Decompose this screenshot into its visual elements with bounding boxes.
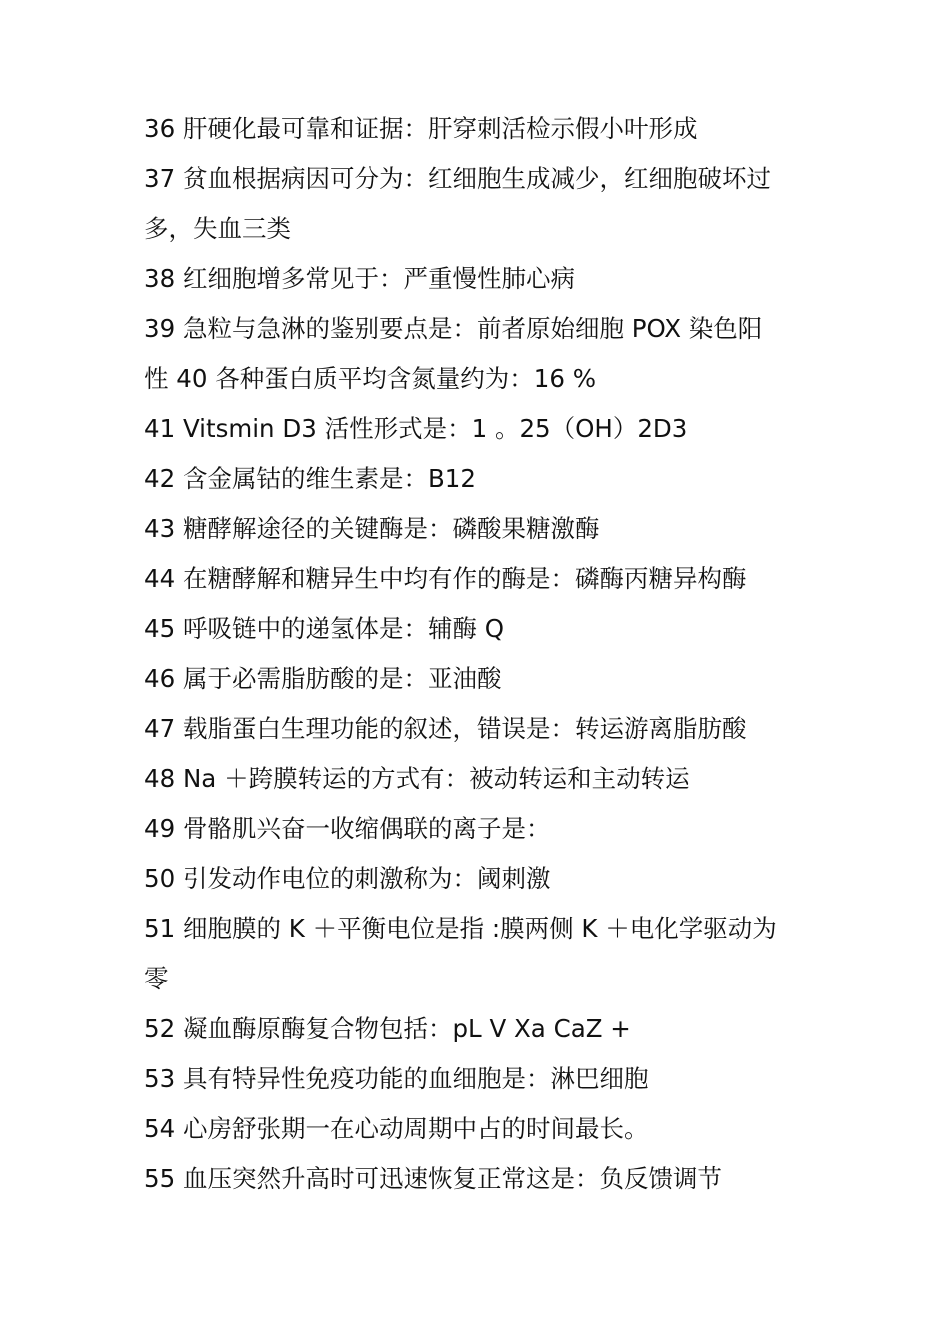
- text-line-51: 51 细胞膜的 K ＋平衡电位是指 :膜两侧 K ＋电化学驱动为: [144, 914, 777, 943]
- text-line-48: 48 Na ＋跨膜转运的方式有：被动转运和主动转运: [144, 764, 690, 793]
- text-line-47: 47 载脂蛋白生理功能的叙述，错误是：转运游离脂肪酸: [144, 714, 747, 743]
- text-line-41: 41 Vitsmin D3 活性形式是：1 。25（OH）2D3: [144, 414, 688, 443]
- text-line-50: 50 引发动作电位的刺激称为：阈刺激: [144, 864, 551, 893]
- text-line-38: 38 红细胞增多常见于：严重慢性肺心病: [144, 264, 575, 293]
- text-line-54: 54 心房舒张期一在心动周期中占的时间最长。: [144, 1114, 649, 1143]
- text-line-45: 45 呼吸链中的递氢体是：辅酶 Q: [144, 614, 505, 643]
- text-line-39-40: 性 40 各种蛋白质平均含氮量约为：16 %: [144, 364, 596, 393]
- text-line-52: 52 凝血酶原酶复合物包括：pL V Xa CaZ +: [144, 1014, 631, 1043]
- text-line-37: 37 贫血根据病因可分为：红细胞生成减少，红细胞破坏过: [144, 164, 771, 193]
- text-line-36: 36 肝硬化最可靠和证据：肝穿刺活检示假小叶形成: [144, 114, 698, 143]
- text-line-37-cont: 多，失血三类: [144, 214, 291, 243]
- text-line-53: 53 具有特异性免疫功能的血细胞是：淋巴细胞: [144, 1064, 649, 1093]
- text-line-55: 55 血压突然升高时可迅速恢复正常这是：负反馈调节: [144, 1164, 722, 1193]
- text-line-51-cont: 零: [144, 964, 169, 993]
- text-line-49: 49 骨骼肌兴奋一收缩偶联的离子是：: [144, 814, 551, 843]
- text-line-42: 42 含金属钴的维生素是：B12: [144, 464, 476, 493]
- text-line-43: 43 糖酵解途径的关键酶是：磷酸果糖激酶: [144, 514, 600, 543]
- text-line-46: 46 属于必需脂肪酸的是：亚油酸: [144, 664, 502, 693]
- document-body: [144, 104, 816, 1204]
- text-line-44: 44 在糖酵解和糖异生中均有作的酶是：磷酶丙糖异构酶: [144, 564, 747, 593]
- text-line-39: 39 急粒与急淋的鉴别要点是：前者原始细胞 POX 染色阳: [144, 314, 763, 343]
